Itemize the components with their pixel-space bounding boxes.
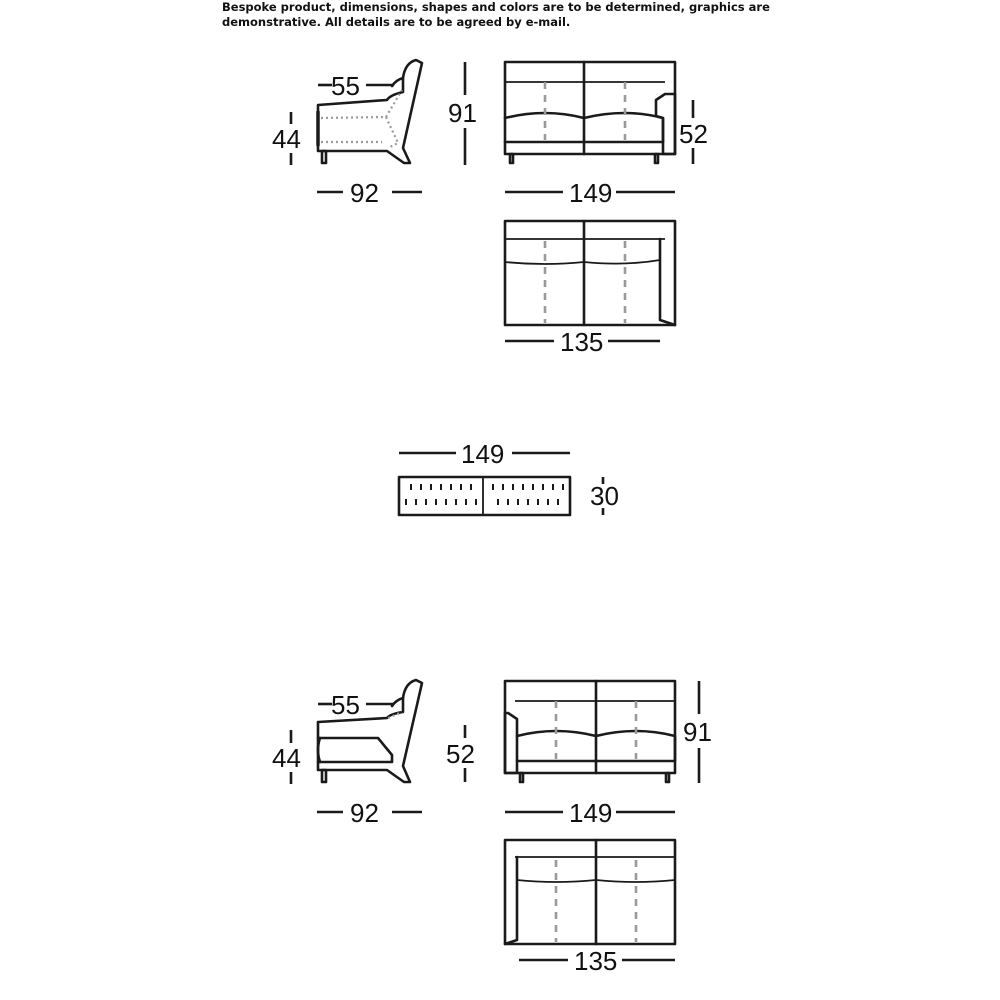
config-a-top-view [505,221,675,341]
disclaimer-line-1: Bespoke product, dimensions, shapes and colors are to be determined, graphics are [222,0,770,14]
config-a-depth-label: 92 [350,178,379,208]
config-b-depth-label: 92 [350,798,379,828]
config-b-front-view [505,681,699,812]
config-b-top-width-label: 135 [574,946,618,976]
config-a-seat-depth-label: 55 [331,71,360,101]
config-a-front-view [505,62,693,192]
config-a-seat-height-label: 44 [272,124,301,154]
config-a-top-width-label: 135 [560,327,604,357]
config-b-arm-height-label: 52 [446,739,475,769]
config-b-side-view [291,680,465,812]
config-a-height-label: 91 [448,98,477,128]
config-a-front-width-label: 149 [569,178,613,208]
cushion-width-label: 149 [461,439,505,469]
disclaimer-line-2: demonstrative. All details are to be agreed by e-mail. [222,15,571,29]
config-a-side-view [291,60,465,192]
cushion-thickness-label: 30 [590,481,619,511]
config-b-front-width-label: 149 [569,798,613,828]
config-b-height-label: 91 [683,717,712,747]
config-b-seat-height-label: 44 [272,743,301,773]
config-a-arm-height-label: 52 [679,119,708,149]
config-b-top-view [505,840,675,960]
config-b-seat-depth-label: 55 [331,690,360,720]
